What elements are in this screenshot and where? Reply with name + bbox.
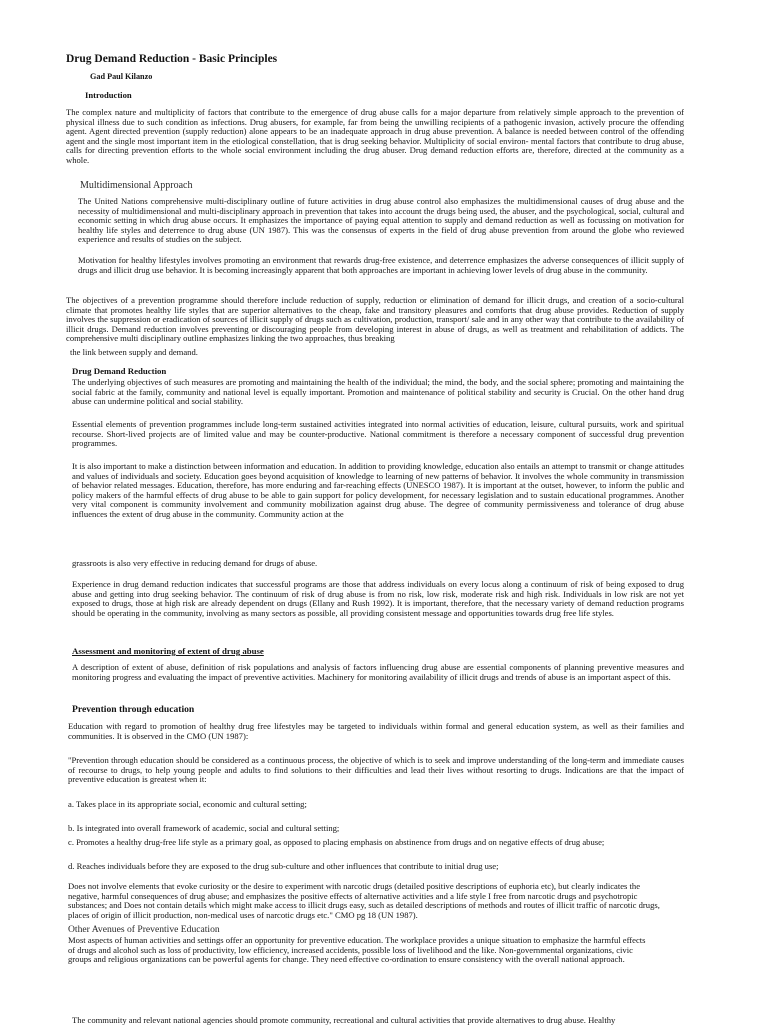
experience-paragraph: Experience in drug demand reduction indicates that successful programs are those that address individuals on every locus along a continuum of risk of being exposed to drug abuse and getting into drug seeking behavior. The continuum of risk of drug abuse is from no risk, low risk, moderate risk and high risk. Individuals in low risk are not yet exposed to drugs, those at high risk are already dependent on drugs (Ellany and Rush 1992). It is important, therefore, that the necessary variety of demand reduction programs should be operating in the community, involving as many sectors as possible, all providing consistent message and opportunities towards drug free life styles. bbox=[72, 579, 684, 618]
ddr-paragraph-2: Essential elements of prevention programmes include long-term sustained activities integrated into normal activities of education, leisure, cultural pursuits, work and spiritual recourse. Short-lived projects are of limited value and may be counter-productive. National commitment is therefore a necessary component of successful drug prevention programmes. bbox=[72, 419, 684, 449]
does-not-paragraph: Does not involve elements that evoke curiosity or the desire to experiment with narcotic drugs (detailed positive descriptions of euphoria etc), but clearly indicates the negative, harmful consequences of drug abuse; and emphasizes the positive effects of alternative activities and a life style I free from narcotic drugs and psychotropic substances; and Does not contain details which might make access to illicit drugs easy, such as detailed descriptions of methods and routes of illicit traffic of narcotic drugs, places of origin of illicit production, non-medical uses of narcotic drugs etc." CMO pg 18 (UN 1987). bbox=[68, 881, 660, 920]
drug-demand-reduction-heading: Drug Demand Reduction bbox=[72, 366, 167, 376]
list-item-a: a. Takes place in its appropriate social, economic and cultural setting; bbox=[68, 799, 307, 809]
other-avenues-heading: Other Avenues of Preventive Education bbox=[68, 924, 220, 935]
objectives-paragraph: The objectives of a prevention programme should therefore include reduction of supply, reduction or elimination of demand for illicit drugs, and creation of a socio-cultural climate that promotes healthy life styles that are superior alternatives to the cheap, fake and transitory pleasures and comforts that drug abuse provides. Reduction of supply involves the suppression or eradication of sources of illicit supply of drugs such as cultivation, production, transport/ sale and in any other way that contribute to the availability of illicit drugs. Demand reduction involves preventing or discouraging people from developing interest in abuse of drugs, as well as treatment and rehabilitation of addicts. The comprehensive multi disciplinary outline emphasizes linking the two approaches, thus breaking bbox=[66, 295, 684, 344]
author-name: Gad Paul Kilanzo bbox=[90, 72, 153, 81]
objectives-paragraph-tail: the link between supply and demand. bbox=[70, 347, 198, 357]
ddr-paragraph-3: It is also important to make a distinction between information and education. In addition to providing knowledge, education also entails an attempt to transmit or change attitudes and values of individuals and society. Education goes beyond acquisition of knowledge to learning of new patterns of behavior. It involves the whole community in transmission of behavior related messages. Education, therefore, has more enduring and far-reaching effects (UNESCO 1987). It is important at the outset, however, to inform the public and policy makers of the harmful effects of drug abuse to be able to gain support for policy development, for necessary legislation and to sustain educational programmes. Another very vital component is community involvement and community mobilization against drug abuse. The degree of community permissiveness and tolerance of drug abuse influences the extent of drug abuse in the community. Community action at the bbox=[72, 461, 684, 519]
assessment-paragraph: A description of extent of abuse, definition of risk populations and analysis of factors influencing drug abuse are essential components of planning preventive measures and monitoring progress and evaluating the impact of preventive activities. Machinery for monitoring availability of illicit drugs and trends of abuse is an important aspect of this. bbox=[72, 662, 684, 682]
intro-paragraph: The complex nature and multiplicity of factors that contribute to the emergence of drug abuse calls for a major departure from relatively simple approach to the prevention of physical illness due to such condition as infections. Drug abusers, for example, far from being the unwilling recipients of a pathogenic invasion, actively procure the offending agent. Agent directed prevention (supply reduction) alone appears to be an inadequate approach in drug abuse prevention. A balance is needed between control of the offending agent and the single most important item in the etiological constellation, that is drug seeking behavior. Multiplicity of social environ- mental factors that contribute to drug abuse, calls for directing prevention efforts to the whole social environment including the drug abuser. Drug demand reduction efforts are, therefore, directed at the community as a whole. bbox=[66, 107, 684, 165]
assessment-heading: Assessment and monitoring of extent of drug abuse bbox=[72, 646, 264, 656]
multidimensional-heading: Multidimensional Approach bbox=[80, 180, 193, 191]
document-title: Drug Demand Reduction - Basic Principles bbox=[66, 53, 278, 65]
last-line-partial: The community and relevant national agencies should promote community, recreational and cultural activities that provide alternatives to drug abuse. Healthy bbox=[72, 1016, 616, 1025]
list-item-c: c. Promotes a healthy drug-free life style as a primary goal, as opposed to placing emphasis on abstinence from drugs and on negative effects of drug abuse; bbox=[68, 837, 605, 847]
grassroots-line: grassroots is also very effective in reducing demand for drugs of abuse. bbox=[72, 558, 318, 568]
prevention-heading: Prevention through education bbox=[72, 704, 195, 715]
prevention-paragraph-1: Education with regard to promotion of healthy drug free lifestyles may be targeted to individuals within formal and general education system, as well as their families and communities. It is observed in the CMO (UN 1987): bbox=[68, 721, 684, 741]
other-avenues-paragraph: Most aspects of human activities and settings offer an opportunity for preventive education. The workplace provides a unique situation to emphasize the harmful effects of drugs and alcohol such as loss of productivity, low efficiency, increased accidents, possible loss of livelihood and the like. Non-governmental organizations, civic groups and religious organizations can be powerful agents for change. They need effective co-ordination to ensure consistency with the overall national approach. bbox=[68, 935, 646, 965]
ddr-paragraph-1: The underlying objectives of such measures are promoting and maintaining the health of the individual; the mind, the body, and the social sphere; promoting and maintaining the social fabric at the family, community and national level is equally important. Promotion and maintenance of political stability and security is Crucial. On the other hand drug abuse can undermine political and social stability. bbox=[72, 377, 684, 407]
multidimensional-paragraph-2: Motivation for healthy lifestyles involves promoting an environment that rewards drug-free existence, and deterrence emphasizes the adverse consequences of illicit supply of drugs and illicit drug use behavior. It is becoming increasingly apparent that both approaches are important in achieving lower levels of drug abuse in the community. bbox=[78, 255, 684, 275]
list-item-b: b. Is integrated into overall framework of academic, social and cultural setting; bbox=[68, 823, 340, 833]
list-item-d: d. Reaches individuals before they are exposed to the drug sub-culture and other influences that contribute to initial drug use; bbox=[68, 861, 499, 871]
multidimensional-paragraph-1: The United Nations comprehensive multi-disciplinary outline of future activities in drug abuse control also emphasizes the multidimensional causes of drug abuse and the necessity of multidimensional and multi-disciplinary approach in prevention that takes into account the drugs being used, the abuser, and the psychological, social, cultural and economic setting in which drug abuse occurs. It emphasizes the importance of paying equal attention to supply and demand reduction as well as focussing on motivation for healthy life styles and deterrence to drug abuse (UN 1987). This was the consensus of experts in the field of drug abuse prevention from around the globe who reviewed experience and results of studies on the subject. bbox=[78, 196, 684, 245]
introduction-heading: Introduction bbox=[85, 90, 132, 100]
prevention-quote: "Prevention through education should be considered as a continuous process, the objective of which is to seek and improve understanding of the long-term and immediate causes of recourse to drugs, to help young people and adults to find solutions to their difficulties and lead their lives without resorting to drugs. Indications are that the impact of preventive education is greatest when it: bbox=[68, 755, 684, 785]
